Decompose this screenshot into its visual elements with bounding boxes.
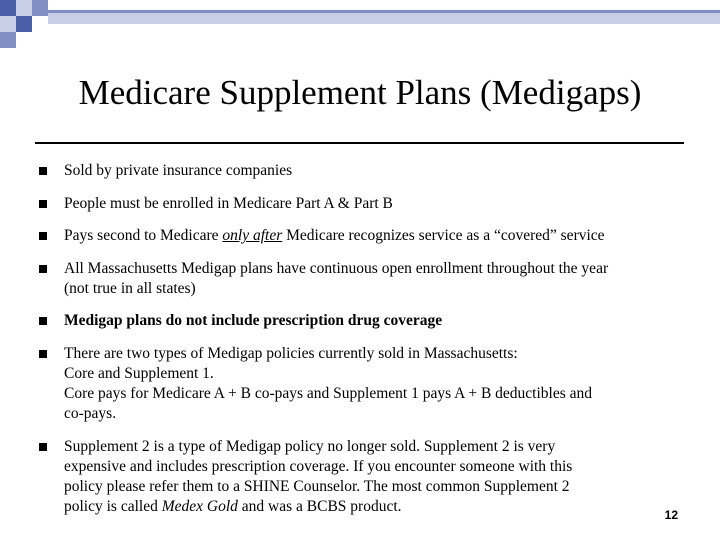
bullet-square-icon bbox=[39, 232, 47, 240]
header-decoration bbox=[0, 0, 720, 48]
bullet-square-icon bbox=[39, 167, 47, 175]
bullet-item bbox=[34, 161, 706, 181]
bullet-item bbox=[34, 344, 706, 424]
title-divider bbox=[35, 142, 684, 144]
bullet-square-icon bbox=[39, 350, 47, 358]
bullet-text-pre: Pays second to Medicare bbox=[64, 227, 223, 244]
bullet-text-post: Medicare recognizes service as a “covered” service bbox=[282, 227, 605, 244]
slide-title: Medicare Supplement Plans (Medigaps) bbox=[78, 73, 642, 112]
bullet-item bbox=[34, 311, 706, 331]
emphasis-only-after: only after bbox=[222, 227, 283, 244]
bullet-item bbox=[34, 194, 706, 214]
bullet-text: There are two types of Medigap policies currently sold in Massachusetts: Core and Supplement 1. Core pays for Medicare A + B co-pays and Supplement 1 pays A + B deductibles and co-pays. bbox=[64, 345, 593, 422]
bullet-square-icon bbox=[39, 200, 47, 208]
bullet-item bbox=[34, 437, 706, 517]
bullet-text-post: and was a BCBS product. bbox=[237, 498, 402, 515]
bullet-list bbox=[34, 161, 706, 517]
bullet-text: People must be enrolled in Medicare Part A & Part B bbox=[64, 195, 393, 212]
bullet-square-icon bbox=[39, 443, 47, 451]
bullet-square-icon bbox=[39, 265, 47, 273]
page-number: 12 bbox=[664, 508, 678, 522]
emphasis-medex-gold: Medex Gold bbox=[161, 498, 238, 515]
bullet-text-pre: Supplement 2 is a type of Medigap policy no longer sold. Supplement 2 is very expensive and includes prescription coverage. If you encounter someone with this policy please refer them to a SHINE Counselor. The most common Supplement 2 policy is called bbox=[64, 438, 573, 515]
bullet-item bbox=[34, 226, 706, 246]
bullet-text: Sold by private insurance companies bbox=[64, 162, 293, 179]
bullet-text bbox=[64, 226, 706, 246]
bullet-item bbox=[34, 259, 706, 299]
bullet-text bbox=[64, 437, 706, 517]
bullet-text-bold: Medigap plans do not include prescription drug coverage bbox=[64, 312, 443, 329]
bullet-square-icon bbox=[39, 317, 47, 325]
bullet-text: All Massachusetts Medigap plans have continuous open enrollment throughout the year (not true in all states) bbox=[64, 260, 609, 297]
